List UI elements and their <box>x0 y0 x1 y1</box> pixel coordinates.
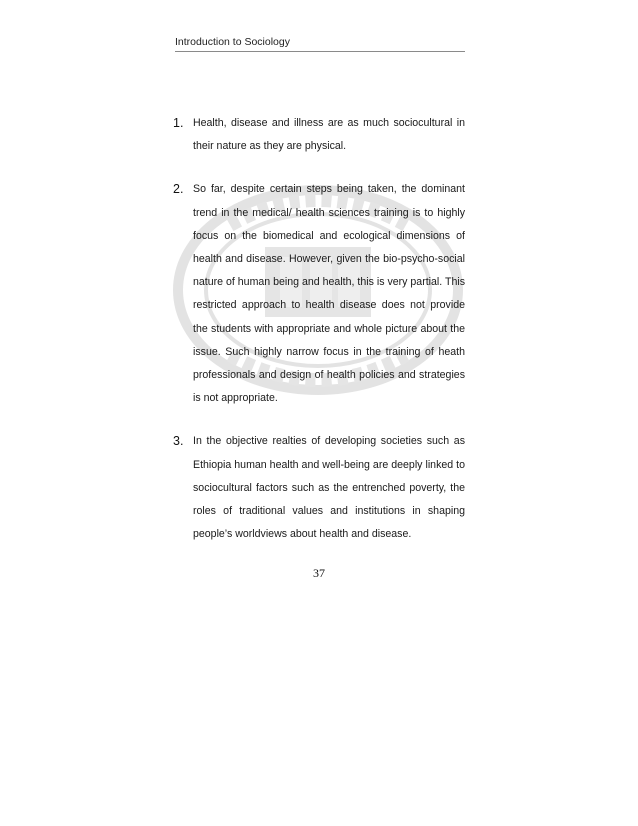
item-number: 3. <box>173 434 184 449</box>
item-text: Health, disease and illness are as much sociocultural in their nature as they are physical. <box>193 117 465 153</box>
item-number: 2. <box>173 182 184 197</box>
item-number: 1. <box>173 116 184 130</box>
page-number: 37 <box>313 566 325 580</box>
list-item <box>173 112 465 158</box>
item-text: So far, despite certain steps being taken, the dominant trend in the medical/ health sciences training is to highly focus on the biomedical and ecological dimensions of health and disease. However, given the bio-psycho-social nature of human being and health, this is very partial. This restricted approach to health disease does not provide the students with appropriate and whole picture about the issue. Such highly narrow focus in the training of heath professionals and design of health policies and strategies is not appropriate. <box>193 183 465 405</box>
running-header: Introduction to Sociology <box>175 36 465 52</box>
list-item <box>173 178 465 410</box>
item-text: In the objective realties of developing societies such as Ethiopia human health and well-being are deeply linked to sociocultural factors such as the entrenched poverty, the roles of traditional values and institutions in shaping people’s worldviews about health and disease. <box>193 435 465 541</box>
numbered-list <box>173 112 465 566</box>
list-item <box>173 430 465 546</box>
